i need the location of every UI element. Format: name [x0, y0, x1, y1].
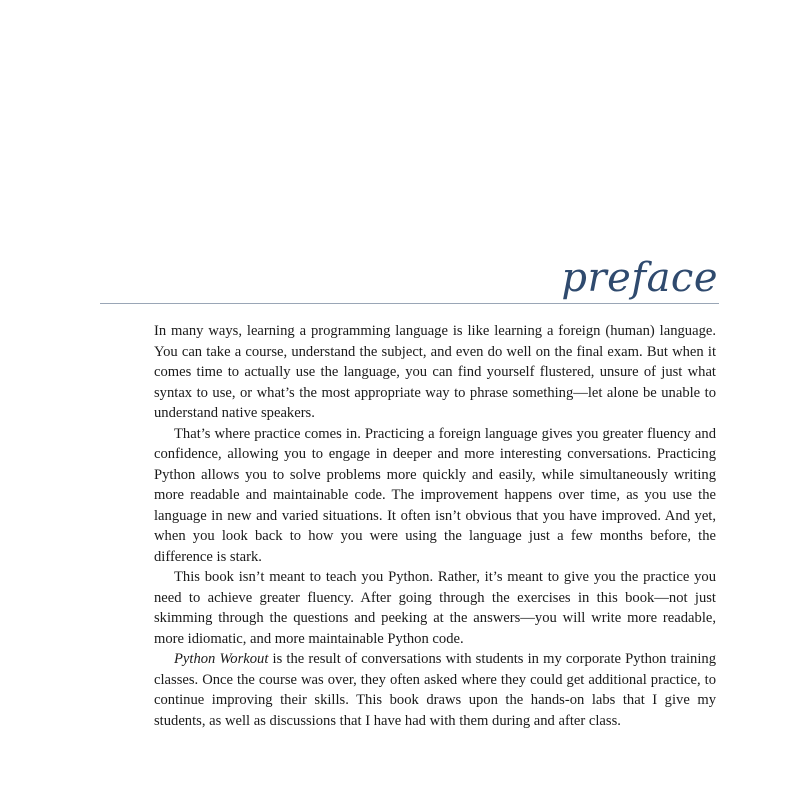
book-title: Python Workout [174, 651, 269, 667]
paragraph-2: That’s where practice comes in. Practicing a foreign language gives you greater fluency and confidence, allowing you to engage in deeper and more interesting conversations. Practicing Python allows you to solve problems more quickly and easily, while simultaneously writing more readable and maintainable code. The improvement happens over time, as you use the language in new and varied situations. It often isn’t obvious that you have improved. And yet, when you look back to how you were using the language just a few months before, the difference is stark. [154, 425, 716, 565]
paragraph-3: This book isn’t meant to teach you Python. Rather, it’s meant to give you the practice you need to achieve greater fluency. After going through the exercises in this book—not just skimming through the questions and peeking at the answers—you will write more readable, more idiomatic, and more maintainable Python code. [154, 569, 716, 647]
paragraph-4-text: is the result of conversations with students in my corporate Python training classes. Once the course was over, they often asked where they could get additional practice, to continue improving their skills. This book draws upon the hands-on labs that I give my students, as well as discussions that I have had with them during and after class. [154, 651, 716, 729]
chapter-title: preface [561, 255, 718, 301]
paragraph-4 [154, 649, 716, 731]
preface-body [154, 321, 716, 731]
paragraph-1: In many ways, learning a programming language is like learning a foreign (human) language. You can take a course, understand the subject, and even do well on the final exam. But when it comes time to actually use the language, you can find yourself flustered, unsure of just what syntax to use, or what’s the most appropriate way to phrase something—let alone be unable to understand native speakers. [154, 323, 716, 421]
title-rule [100, 303, 719, 304]
